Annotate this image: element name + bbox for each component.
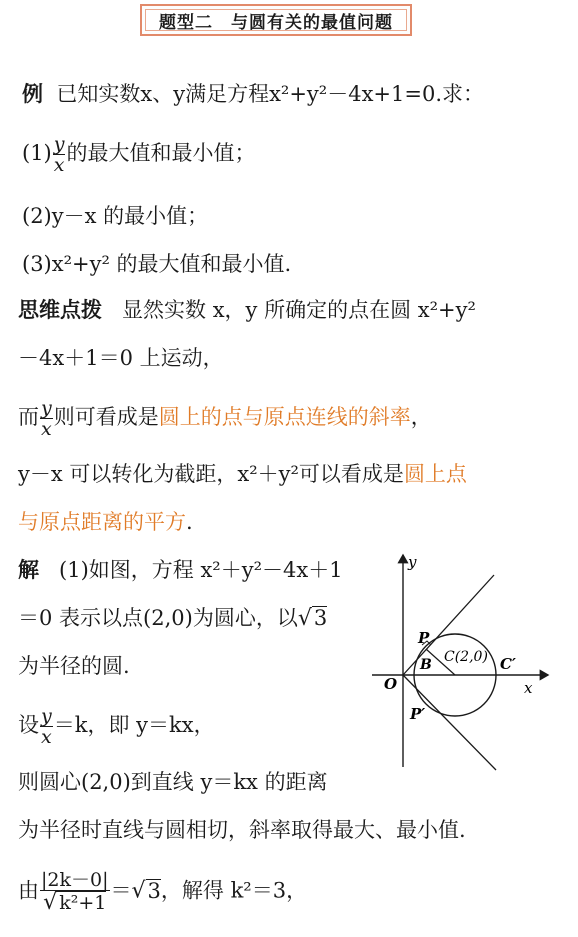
fraction-denominator: x (53, 154, 65, 176)
hint-line-5 (18, 508, 193, 536)
radical-sign: √ (43, 890, 58, 915)
circle-tangent-figure (360, 545, 560, 775)
solution-line-7 (18, 870, 307, 914)
hint-line-3-end: ， (410, 405, 432, 429)
x-axis-label: x (524, 679, 533, 697)
hint-highlight-point: 圆上点 (403, 462, 467, 486)
solution-line-7-pre: 由 (18, 878, 39, 903)
solution-line-4-post: ＝k，即 y＝kx， (53, 713, 215, 737)
fraction-denominator: x (41, 726, 52, 748)
denominator-radicand: k²+1 (59, 892, 107, 914)
fraction-y-over-x (53, 134, 66, 175)
solution-text-1: (1)如图，方程 x²＋y²－4x＋1 (59, 558, 343, 582)
solution-line-4 (18, 706, 215, 747)
solution-line-3: 为半径的圆. (18, 654, 130, 678)
point-p-label: P (418, 629, 430, 647)
origin-label: O (384, 675, 398, 693)
question-2: (2)y－x 的最小值； (22, 204, 209, 228)
radicand: 3 (313, 606, 328, 630)
solution-label: 解 (18, 558, 39, 582)
solution-line-1 (18, 556, 343, 584)
point-c-prime-label: C′ (500, 655, 516, 673)
point-p-prime-label: P′ (410, 705, 426, 723)
distance-numerator: |2k－0| (41, 869, 109, 891)
hint-line-2: －4x＋1＝0 上运动， (18, 346, 224, 370)
fraction-numerator: y (53, 133, 65, 155)
hint-line-4 (18, 460, 467, 488)
center-label: C(2,0) (444, 649, 488, 665)
hint-line-1 (18, 296, 476, 324)
question-1-number: (1) (22, 141, 52, 165)
radical-sign: √ (297, 606, 312, 631)
solution-line-7-end: ，解得 k²＝3， (160, 878, 308, 903)
solution-line-7-eq: ＝ (110, 878, 132, 903)
solution-text-2: ＝0 表示以点(2,0)为圆心，以 (18, 606, 298, 630)
fraction-numerator: y (41, 705, 52, 727)
distance-denominator (40, 891, 110, 914)
point-b-label: B (420, 657, 432, 673)
solution-line-6: 为半径时直线与圆相切，斜率取得最大、最小值. (18, 818, 466, 842)
radicand-3: 3 (147, 878, 161, 903)
hint-line-4-text: y－x 可以转化为截距，x²＋y²可以看成是 (18, 462, 404, 486)
question-1 (22, 134, 255, 175)
hint-text-1: 显然实数 x，y 所确定的点在圆 x²+y² (122, 298, 476, 322)
example-stem-line (22, 80, 484, 108)
hint-line-3-mid: 则可看成是 (53, 405, 159, 429)
radical-sign: √ (131, 878, 146, 904)
fraction-y-over-x-hint (40, 398, 53, 439)
fraction-y-over-x-solution (40, 706, 53, 747)
question-1-text: 的最大值和最小值； (66, 141, 256, 165)
hint-line-5-end: . (186, 510, 193, 534)
hint-label: 思维点拨 (18, 298, 102, 322)
example-label: 例 (22, 82, 43, 106)
section-title-box (140, 4, 412, 36)
hint-line-3-pre: 而 (18, 405, 39, 429)
hint-line-3 (18, 398, 432, 439)
solution-line-4-pre: 设 (18, 713, 39, 737)
hint-highlight-distance: 与原点距离的平方 (18, 510, 186, 534)
y-axis-label: y (408, 553, 417, 571)
hint-highlight-slope: 圆上的点与原点连线的斜率 (158, 405, 411, 429)
section-title: 题型二 与圆有关的最值问题 (159, 13, 393, 33)
fraction-denominator: x (41, 418, 52, 440)
fraction-distance (40, 870, 110, 914)
example-stem: 已知实数x、y满足方程x²+y²－4x+1=0.求： (56, 82, 484, 106)
solution-line-2 (18, 604, 327, 633)
solution-line-5: 则圆心(2,0)到直线 y＝kx 的距离 (18, 770, 328, 794)
fraction-numerator: y (41, 397, 52, 419)
question-3: (3)x²+y² 的最大值和最小值. (22, 252, 292, 276)
